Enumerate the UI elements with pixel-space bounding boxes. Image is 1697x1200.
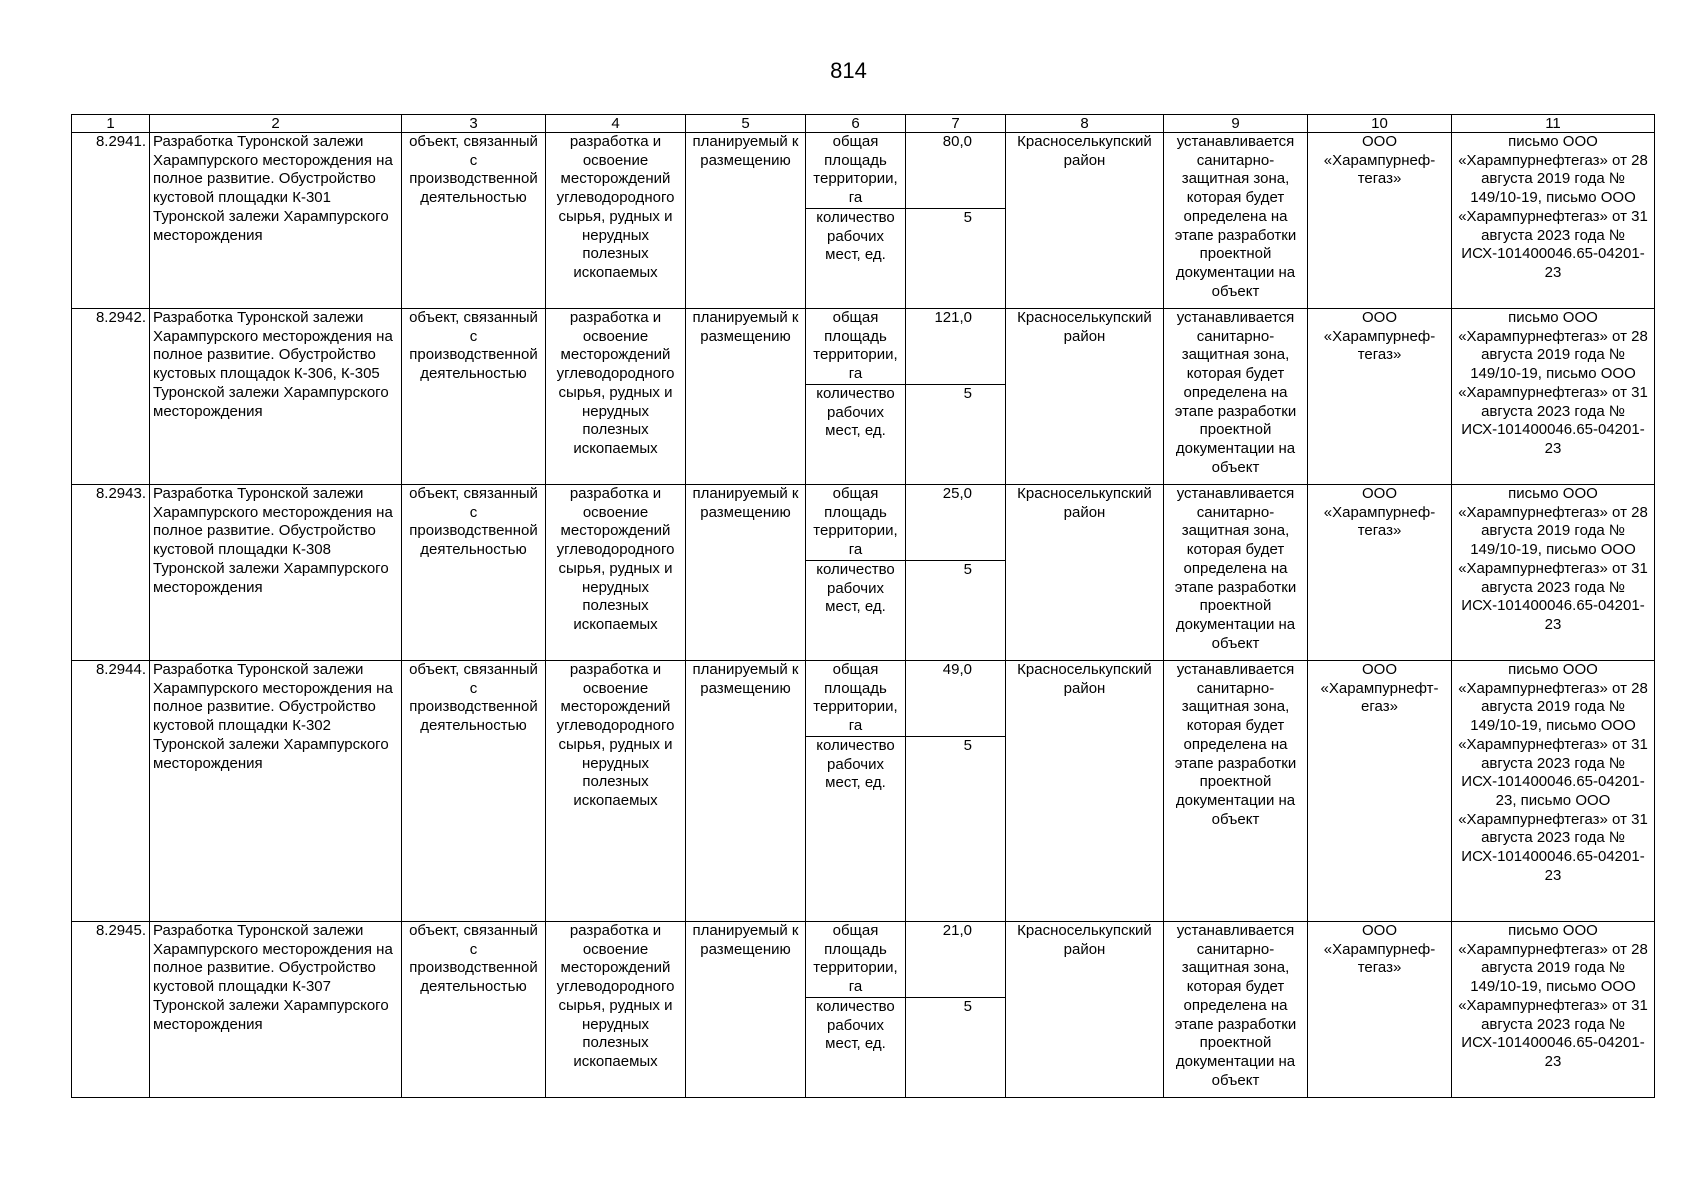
zone-cell: устанавливается санитарно-защитная зона, которая будет определена на этапе разработки проектной документации на объект: [1164, 661, 1308, 922]
parameter-value-cell: 49,0: [906, 661, 1006, 737]
object-purpose-cell: разработка и освоение месторождений углеводородного сырья, рудных и нерудных полезных ископаемых: [546, 309, 686, 485]
parameter-label-cell: количество рабочих мест, ед.: [806, 998, 906, 1098]
location-cell: Красноселькупский район: [1006, 133, 1164, 309]
location-cell: Красноселькупский район: [1006, 309, 1164, 485]
basis-document-cell: письмо ООО «Харампурнефтегаз» от 28 августа 2019 года № 149/10-19, письмо ООО «Харампурнефтегаз» от 31 августа 2023 года № ИСХ-101400046.65-04201-23: [1452, 485, 1655, 661]
basis-document-cell: письмо ООО «Харампурнефтегаз» от 28 августа 2019 года № 149/10-19, письмо ООО «Харампурнефтегаз» от 31 августа 2023 года № ИСХ-101400046.65-04201-23: [1452, 133, 1655, 309]
basis-document-cell: письмо ООО «Харампурнефтегаз» от 28 августа 2019 года № 149/10-19, письмо ООО «Харампурнефтегаз» от 31 августа 2023 года № ИСХ-101400046.65-04201-23, письмо ООО «Харампурнефтегаз» от 31 августа 2023 года № ИСХ-101400046.65-04201-23: [1452, 661, 1655, 922]
column-header: 9: [1164, 115, 1308, 133]
object-name-cell: Разработка Туронской залежи Харампурского месторождения на полное развитие. Обустройство кустовой площадки К-302 Туронской залежи Харампурского месторождения: [150, 661, 402, 922]
page-number: 814: [830, 58, 867, 83]
header-row: [72, 115, 1655, 133]
column-header: 10: [1308, 115, 1452, 133]
organization-cell: ООО «Харампурнеф-тегаз»: [1308, 922, 1452, 1098]
parameter-value-cell: 121,0: [906, 309, 1006, 385]
column-header: 2: [150, 115, 402, 133]
column-header: 5: [686, 115, 806, 133]
zone-cell: устанавливается санитарно-защитная зона, которая будет определена на этапе разработки проектной документации на объект: [1164, 485, 1308, 661]
column-header: 1: [72, 115, 150, 133]
object-name-cell: Разработка Туронской залежи Харампурского месторождения на полное развитие. Обустройство кустовой площадки К-301 Туронской залежи Харампурского месторождения: [150, 133, 402, 309]
parameter-label-cell: общая площадь территории, га: [806, 922, 906, 998]
object-status-cell: планируемый к размещению: [686, 922, 806, 1098]
zone-cell: устанавливается санитарно-защитная зона, которая будет определена на этапе разработки проектной документации на объект: [1164, 309, 1308, 485]
organization-cell: ООО «Харампурнефт-егаз»: [1308, 661, 1452, 922]
object-type-cell: объект, связанный с производственной деятельностью: [402, 661, 546, 922]
object-purpose-cell: разработка и освоение месторождений углеводородного сырья, рудных и нерудных полезных ископаемых: [546, 661, 686, 922]
object-status-cell: планируемый к размещению: [686, 485, 806, 661]
object-purpose-cell: разработка и освоение месторождений углеводородного сырья, рудных и нерудных полезных ископаемых: [546, 485, 686, 661]
row-number-cell: 8.2942.: [72, 309, 150, 485]
table-row: [72, 309, 1655, 385]
object-type-cell: объект, связанный с производственной деятельностью: [402, 922, 546, 1098]
object-status-cell: планируемый к размещению: [686, 661, 806, 922]
parameter-value-cell: 5: [906, 385, 1006, 485]
parameter-label-cell: общая площадь территории, га: [806, 661, 906, 737]
object-status-cell: планируемый к размещению: [686, 309, 806, 485]
column-header: 4: [546, 115, 686, 133]
organization-cell: ООО «Харампурнеф-тегаз»: [1308, 133, 1452, 309]
table-row: [72, 661, 1655, 737]
object-purpose-cell: разработка и освоение месторождений углеводородного сырья, рудных и нерудных полезных ископаемых: [546, 133, 686, 309]
object-name-cell: Разработка Туронской залежи Харампурского месторождения на полное развитие. Обустройство кустовой площадки К-308 Туронской залежи Харампурского месторождения: [150, 485, 402, 661]
parameter-label-cell: общая площадь территории, га: [806, 133, 906, 209]
organization-cell: ООО «Харампурнеф-тегаз»: [1308, 309, 1452, 485]
registry-table: [71, 114, 1655, 1098]
zone-cell: устанавливается санитарно-защитная зона, которая будет определена на этапе разработки проектной документации на объект: [1164, 922, 1308, 1098]
row-number-cell: 8.2944.: [72, 661, 150, 922]
parameter-label-cell: количество рабочих мест, ед.: [806, 737, 906, 922]
parameter-value-cell: 5: [906, 998, 1006, 1098]
table-row: [72, 485, 1655, 561]
parameter-value-cell: 80,0: [906, 133, 1006, 209]
object-status-cell: планируемый к размещению: [686, 133, 806, 309]
parameter-label-cell: количество рабочих мест, ед.: [806, 209, 906, 309]
parameter-value-cell: 25,0: [906, 485, 1006, 561]
basis-document-cell: письмо ООО «Харампурнефтегаз» от 28 августа 2019 года № 149/10-19, письмо ООО «Харампурнефтегаз» от 31 августа 2023 года № ИСХ-101400046.65-04201-23: [1452, 309, 1655, 485]
table-row: [72, 133, 1655, 209]
parameter-value-cell: 5: [906, 561, 1006, 661]
parameter-label-cell: общая площадь территории, га: [806, 309, 906, 385]
location-cell: Красноселькупский район: [1006, 485, 1164, 661]
column-header: 8: [1006, 115, 1164, 133]
object-type-cell: объект, связанный с производственной деятельностью: [402, 133, 546, 309]
column-header: 6: [806, 115, 906, 133]
object-purpose-cell: разработка и освоение месторождений углеводородного сырья, рудных и нерудных полезных ископаемых: [546, 922, 686, 1098]
basis-document-cell: письмо ООО «Харампурнефтегаз» от 28 августа 2019 года № 149/10-19, письмо ООО «Харампурнефтегаз» от 31 августа 2023 года № ИСХ-101400046.65-04201-23: [1452, 922, 1655, 1098]
object-type-cell: объект, связанный с производственной деятельностью: [402, 309, 546, 485]
location-cell: Красноселькупский район: [1006, 922, 1164, 1098]
column-header: 3: [402, 115, 546, 133]
parameter-label-cell: общая площадь территории, га: [806, 485, 906, 561]
parameter-value-cell: 21,0: [906, 922, 1006, 998]
column-header: 7: [906, 115, 1006, 133]
parameter-value-cell: 5: [906, 737, 1006, 922]
parameter-value-cell: 5: [906, 209, 1006, 309]
parameter-label-cell: количество рабочих мест, ед.: [806, 561, 906, 661]
row-number-cell: 8.2945.: [72, 922, 150, 1098]
object-name-cell: Разработка Туронской залежи Харампурского месторождения на полное развитие. Обустройство кустовой площадки К-307 Туронской залежи Харампурского месторождения: [150, 922, 402, 1098]
table-row: [72, 922, 1655, 998]
row-number-cell: 8.2941.: [72, 133, 150, 309]
object-name-cell: Разработка Туронской залежи Харампурского месторождения на полное развитие. Обустройство кустовых площадок К-306, К-305 Туронской залежи Харампурского месторождения: [150, 309, 402, 485]
zone-cell: устанавливается санитарно-защитная зона, которая будет определена на этапе разработки проектной документации на объект: [1164, 133, 1308, 309]
column-header: 11: [1452, 115, 1655, 133]
object-type-cell: объект, связанный с производственной деятельностью: [402, 485, 546, 661]
parameter-label-cell: количество рабочих мест, ед.: [806, 385, 906, 485]
row-number-cell: 8.2943.: [72, 485, 150, 661]
location-cell: Красноселькупский район: [1006, 661, 1164, 922]
organization-cell: ООО «Харампурнеф-тегаз»: [1308, 485, 1452, 661]
